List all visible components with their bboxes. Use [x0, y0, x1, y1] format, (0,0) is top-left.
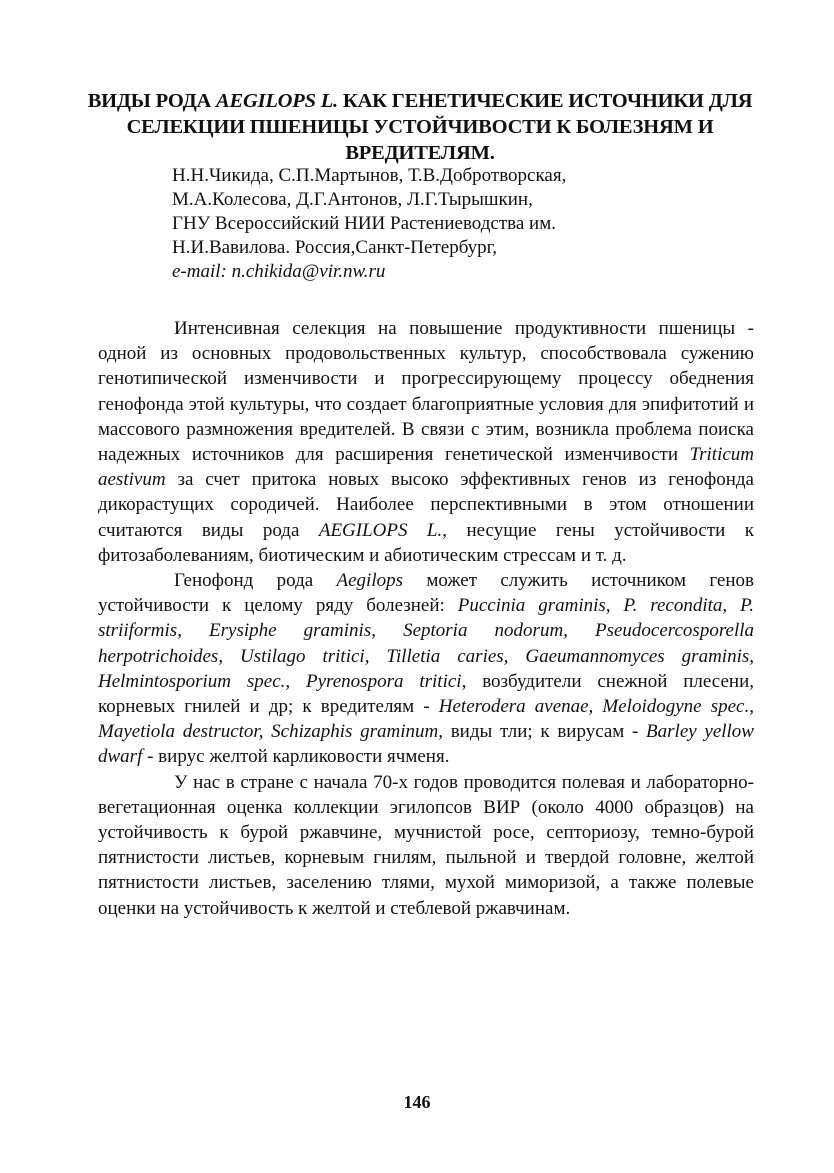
page-number: 146	[403, 1092, 431, 1112]
p2-text-i: - вирус желтой карликовости ячменя.	[142, 746, 450, 768]
p2-pests: Heterodera avenae, Meloidogyne spec., Mayetiola destructor, Schizaphis graminum,	[98, 696, 754, 743]
title-rest: КАК ГЕНЕТИЧЕСКИЕ ИСТОЧНИКИ ДЛЯ СЕЛЕКЦИИ ПШЕНИЦЫ УСТОЙЧИВОСТИ К БОЛЕЗНЯМ И ВРЕДИТЕЛЯМ.	[126, 90, 753, 164]
p2-genus: Aegilops	[336, 570, 403, 592]
paragraph-3: У нас в стране с начала 70-х годов проводится полевая и лабораторно-вегетационная оценка коллекции эгилопсов ВИР (около 4000 образцов) на устойчивость к бурой ржавчине, мучнистой росе, септориозу, темно-бурой пятнистости листьев, корневым гнилям, пыльной и твердой головне, желтой пятнистости листьев, заселению тлями, мухой мимоpизой, а также полевые оценки на устойчивость к желтой и стеблевой ржавчинам.	[98, 771, 754, 919]
title-genus: AEGILOPS L.	[216, 90, 338, 112]
p1-text-a: Интенсивная селекция на повышение продуктивности пшеницы - одной из основных продовольственных культур, способствовала сужению генотипической изменчивости и прогрессирующему процессу обеднения генофонда этой культуры, что создает благоприятные условия для эпифитотий и массового размножения вредителей. В связи с этим, возникла проблема поиска надежных источников для расширения генетической изменчивости	[98, 318, 754, 466]
paragraph-1	[98, 316, 754, 568]
authors-line-1: Н.Н.Чикида, С.П.Мартынов, Т.В.Добротворская,	[172, 165, 567, 186]
p1-species: Triticum aestivum	[98, 444, 754, 491]
author-block	[172, 164, 732, 284]
p1-genus: AEGILOPS L.	[318, 519, 443, 541]
affiliation-line-1: ГНУ Всероссийский НИИ Растениеводства им.	[172, 213, 556, 234]
p1-text-c: за счет притока новых высоко эффективных генов из генофонда дикорастущих сородичей. Наиболее перспективными в этом отношении считаются виды рода	[98, 469, 754, 541]
title-prefix: ВИДЫ РОДА	[87, 90, 217, 112]
p2-virus: Barley yellow dwarf	[98, 721, 754, 768]
p2-pathogens: Puccinia graminis, P. recondita, P. striiformis, Erysiphe graminis, Septoria nodorum, Pseudocercosporella herpotrichoides, Ustilago tritici, Tilletia caries, Gaeumannomyces graminis, Helmintosporium spec., Pyrenospora tritici	[98, 595, 754, 692]
p2-text-c: может служить источником генов устойчивости к целому ряду болезней:	[98, 570, 754, 617]
article-title	[86, 88, 754, 166]
paragraph-2	[98, 568, 754, 770]
authors-line-2: М.А.Колесова, Д.Г.Антонов, Л.Г.Тырышкин,	[172, 189, 533, 210]
p2-text-a: Генофонд рода	[174, 570, 337, 592]
p2-text-e: , возбудители снежной плесени, корневых гнилей и др; к вредителям -	[98, 670, 754, 718]
article-body	[98, 316, 754, 921]
p2-text-g: виды тли; к вирусам -	[443, 721, 647, 743]
author-email: e-mail: n.chikida@vir.nw.ru	[172, 261, 386, 282]
p1-text-e: , несущие гены устойчивости к фитозаболеваниям, биотическим и абиотическим стрессам и т. д.	[98, 519, 754, 566]
affiliation-line-2: Н.И.Вавилова. Россия,Санкт-Петербург,	[172, 237, 498, 258]
